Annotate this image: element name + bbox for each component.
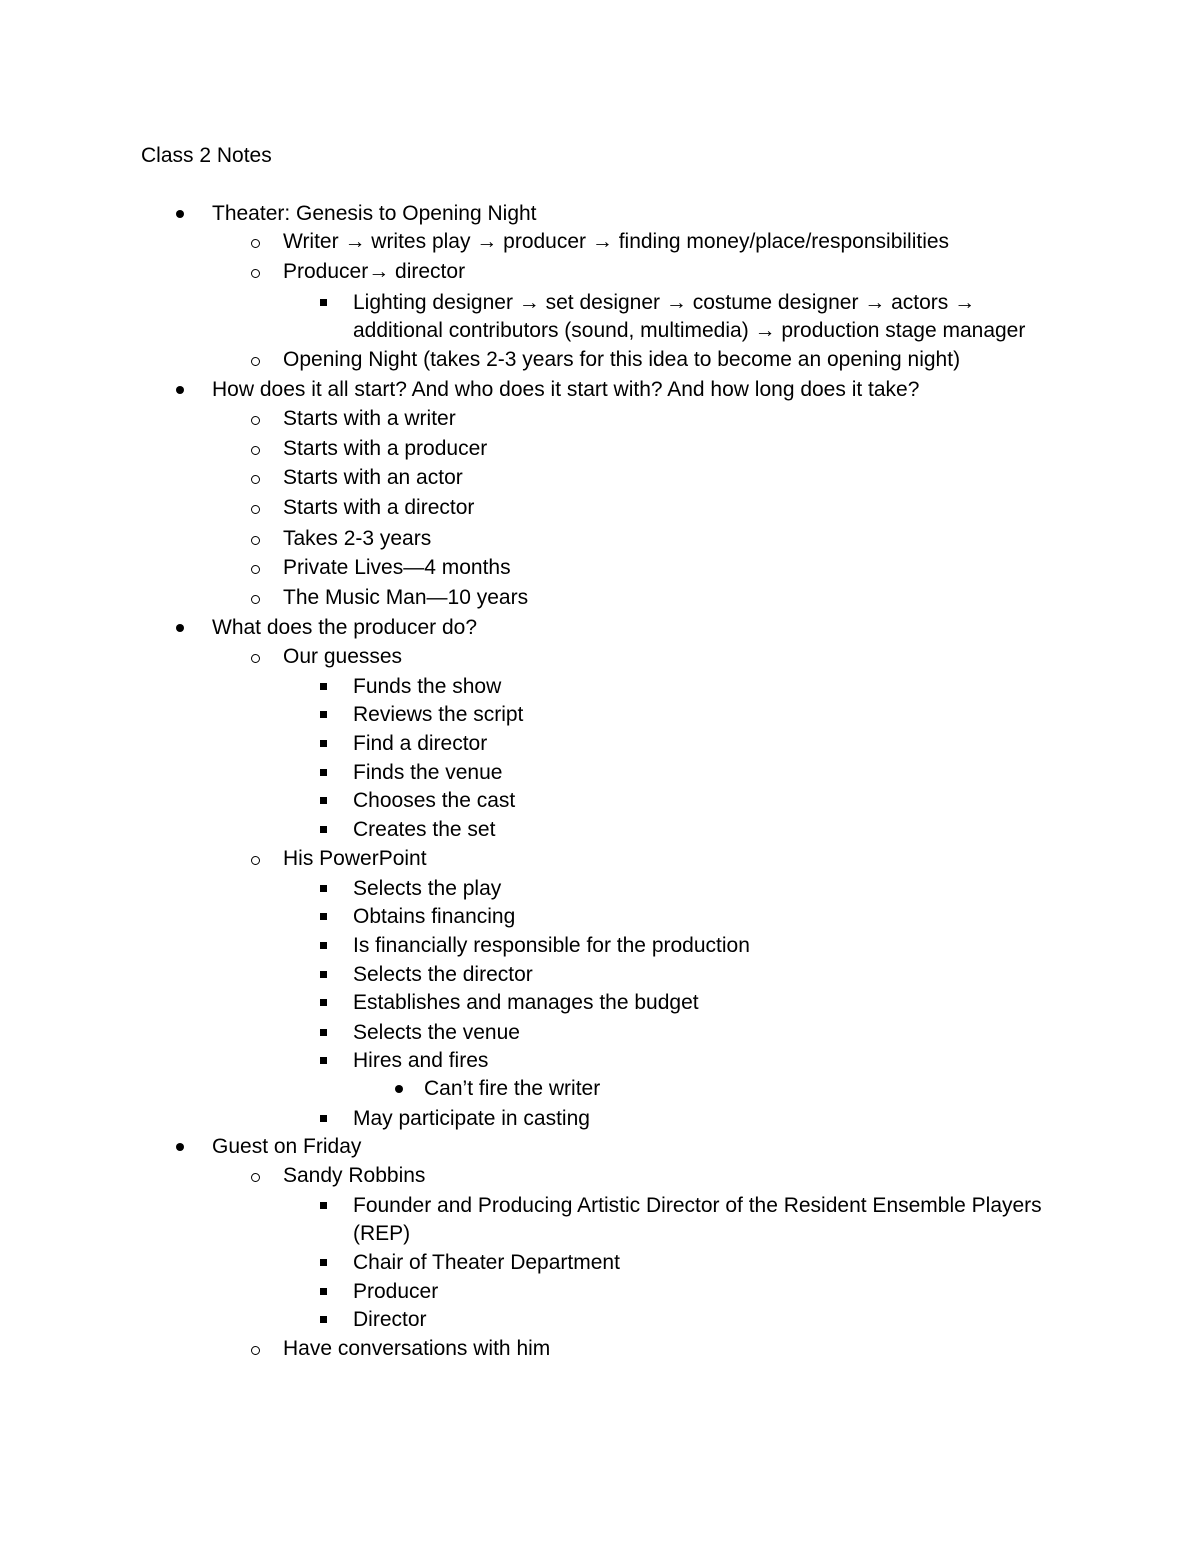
list-item-level-2: Writer → writes play → producer → finding money/place/responsibilities: [283, 230, 950, 253]
bullet-square-icon: [311, 817, 335, 833]
list-item-level-2: Sandy Robbins: [283, 1164, 426, 1187]
bullet-circle-icon: [243, 1163, 267, 1182]
list-item-level-1: Theater: Genesis to Opening Night: [212, 202, 537, 225]
list-item-level-1: How does it all start? And who does it start with? And how long does it take?: [212, 378, 920, 401]
list-item-level-3: Selects the venue: [353, 1021, 520, 1044]
list-item-level-3: Chair of Theater Department: [353, 1251, 620, 1274]
bullet-square-icon: [311, 904, 335, 920]
list-item-level-3: Founder and Producing Artistic Director of the Resident Ensemble Players: [353, 1194, 1042, 1217]
list-item-level-3: Finds the venue: [353, 761, 503, 784]
list-item-level-1: Guest on Friday: [212, 1135, 362, 1158]
list-item-level-2: Have conversations with him: [283, 1337, 551, 1360]
list-item-level-3: Obtains financing: [353, 905, 516, 928]
bullet-disc-icon: [168, 1134, 192, 1151]
list-item-level-4: Can’t fire the writer: [424, 1077, 601, 1100]
bullet-circle-icon: [243, 406, 267, 425]
list-item-level-2: Producer→ director: [283, 260, 466, 283]
bullet-square-icon: [311, 290, 335, 306]
bullet-square-icon: [311, 990, 335, 1006]
list-item-level-1: What does the producer do?: [212, 616, 478, 639]
bullet-square-icon: [311, 674, 335, 690]
bullet-square-icon: [311, 1020, 335, 1036]
page-title: Class 2 Notes: [141, 144, 272, 167]
bullet-circle-icon: [243, 495, 267, 514]
bullet-disc-icon: [168, 201, 192, 218]
bullet-square-icon: [311, 731, 335, 747]
bullet-circle-icon: [243, 526, 267, 545]
list-item-level-2: Starts with a writer: [283, 407, 456, 430]
bullet-square-icon: [311, 702, 335, 718]
list-item-level-3: Producer: [353, 1280, 439, 1303]
list-item-level-2: The Music Man—10 years: [283, 586, 529, 609]
bullet-circle-icon: [243, 465, 267, 484]
list-item-level-3: Creates the set: [353, 818, 496, 841]
list-item-level-3: Find a director: [353, 732, 488, 755]
list-item-level-3: Funds the show: [353, 675, 502, 698]
bullet-circle-icon: [243, 259, 267, 278]
list-item-continuation: (REP): [353, 1222, 411, 1245]
list-item-level-3: Director: [353, 1308, 427, 1331]
list-item-level-2: Private Lives—4 months: [283, 556, 511, 579]
list-item-level-3: Selects the play: [353, 877, 502, 900]
list-item-level-3: May participate in casting: [353, 1107, 590, 1130]
list-item-level-2: His PowerPoint: [283, 847, 427, 870]
bullet-square-icon: [311, 760, 335, 776]
bullet-square-icon: [311, 933, 335, 949]
bullet-circle-icon: [243, 347, 267, 366]
bullet-square-icon: [311, 1193, 335, 1209]
list-item-level-2: Starts with a director: [283, 496, 475, 519]
list-item-level-2: Opening Night (takes 2-3 years for this idea to become an opening night): [283, 348, 961, 371]
list-item-level-2: Our guesses: [283, 645, 403, 668]
list-item-level-3: Hires and fires: [353, 1049, 489, 1072]
bullet-disc-icon: [387, 1076, 411, 1093]
list-item-level-3: Reviews the script: [353, 703, 524, 726]
bullet-square-icon: [311, 1048, 335, 1064]
bullet-circle-icon: [243, 1336, 267, 1355]
list-item-level-2: Starts with an actor: [283, 466, 463, 489]
bullet-square-icon: [311, 1106, 335, 1122]
bullet-circle-icon: [243, 555, 267, 574]
bullet-square-icon: [311, 1279, 335, 1295]
bullet-square-icon: [311, 1250, 335, 1266]
bullet-square-icon: [311, 962, 335, 978]
list-item-continuation: additional contributors (sound, multimedia) → production stage manager: [353, 319, 1026, 342]
bullet-circle-icon: [243, 585, 267, 604]
list-item-level-3: Is financially responsible for the production: [353, 934, 750, 957]
bullet-square-icon: [311, 788, 335, 804]
bullet-circle-icon: [243, 846, 267, 865]
list-item-level-2: Starts with a producer: [283, 437, 488, 460]
list-item-level-3: Selects the director: [353, 963, 533, 986]
bullet-circle-icon: [243, 644, 267, 663]
bullet-disc-icon: [168, 377, 192, 394]
bullet-circle-icon: [243, 229, 267, 248]
list-item-level-2: Takes 2-3 years: [283, 527, 432, 550]
bullet-disc-icon: [168, 615, 192, 632]
list-item-level-3: Chooses the cast: [353, 789, 516, 812]
list-item-level-3: Establishes and manages the budget: [353, 991, 699, 1014]
bullet-square-icon: [311, 1307, 335, 1323]
bullet-square-icon: [311, 876, 335, 892]
list-item-level-3: Lighting designer → set designer → costume designer → actors →: [353, 291, 976, 314]
bullet-circle-icon: [243, 436, 267, 455]
